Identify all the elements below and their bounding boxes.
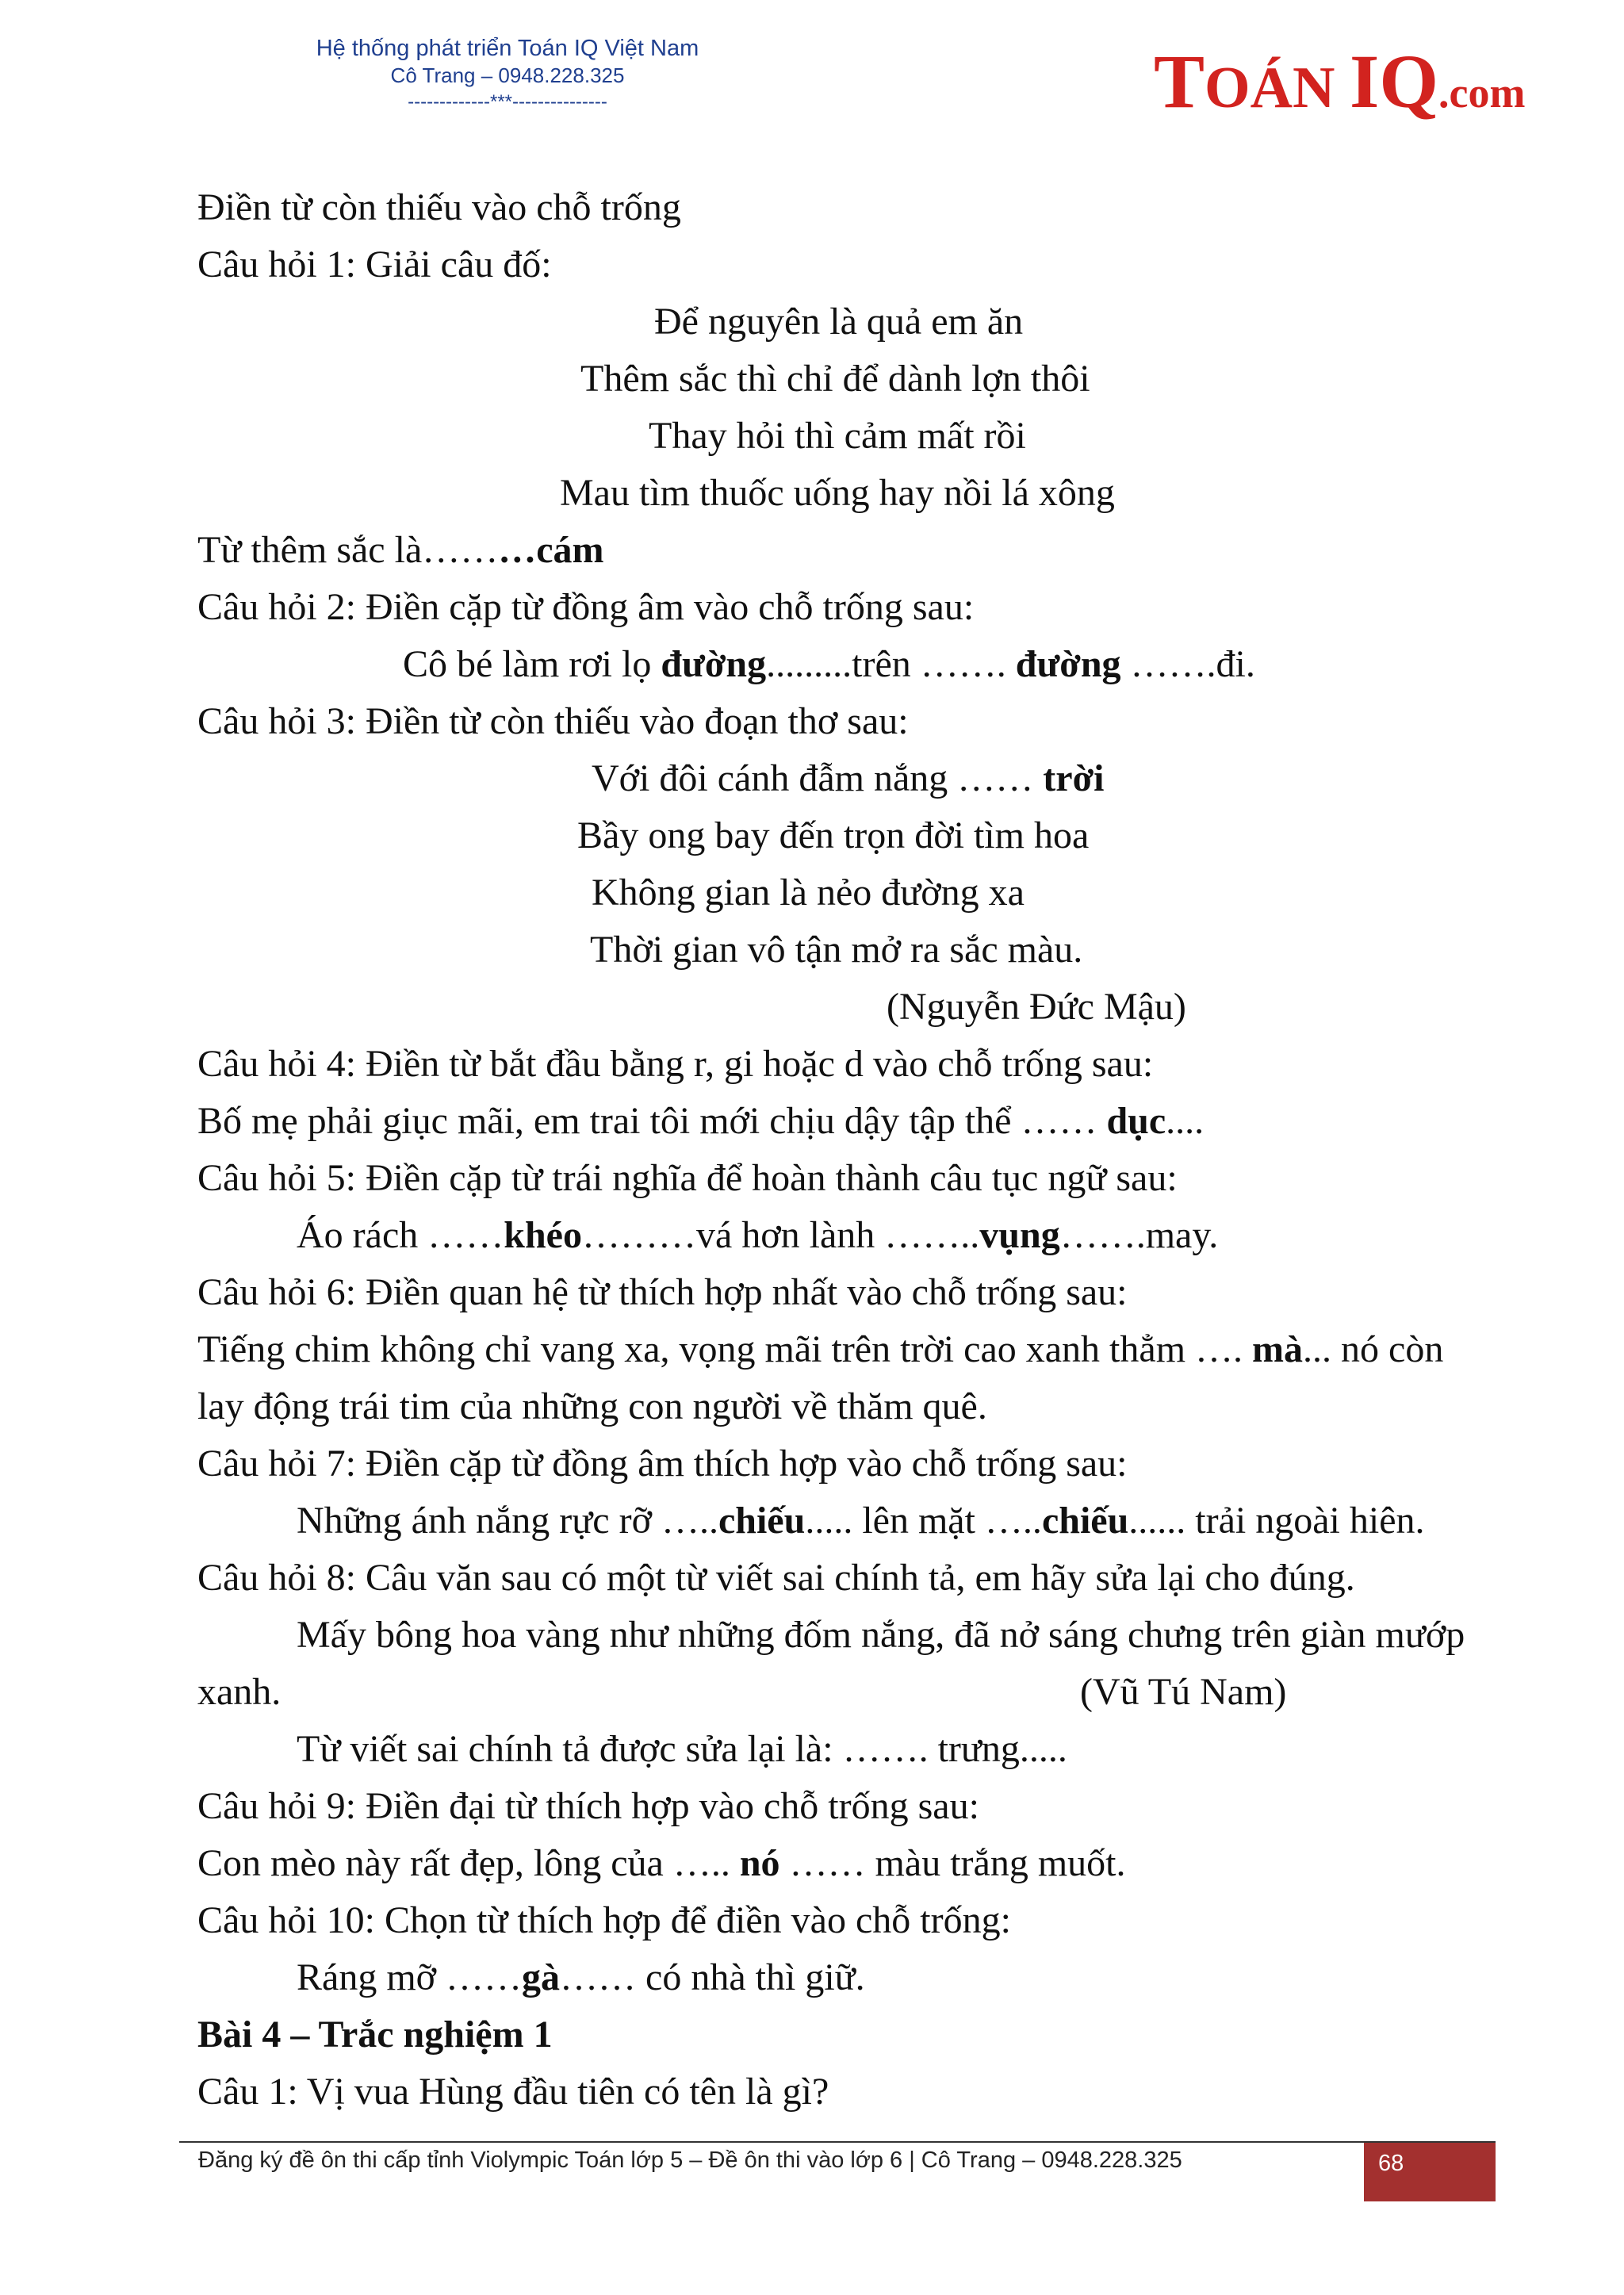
question-10-title: Câu hỏi 10: Chọn từ thích hợp để điền vào chỗ trống:: [197, 1899, 1011, 1941]
section-heading: Bài 4 – Trắc nghiệm 1: [197, 2013, 553, 2056]
logo-part-3: IQ: [1349, 39, 1439, 124]
question-10-proverb: [297, 1954, 865, 2002]
question-1-answer: [197, 527, 604, 574]
answer-word: nó: [739, 1842, 780, 1884]
toaniq-logo: [1154, 39, 1526, 124]
question-8-sentence-line-1: Mấy bông hoa vàng như những đốm nắng, đã nở sáng chưng trên giàn mướp: [297, 1614, 1465, 1656]
text-segment: Ráng mỡ ……: [297, 1956, 523, 1998]
logo-part-4: .com: [1438, 69, 1526, 117]
question-2-title: Câu hỏi 2: Điền cặp từ đồng âm vào chỗ trống sau:: [197, 586, 975, 628]
question-4-title: Câu hỏi 4: Điền từ bắt đầu bằng r, gi hoặc d vào chỗ trống sau:: [197, 1043, 1154, 1085]
question-6-sentence-line-1: [197, 1326, 1443, 1374]
header-info: [262, 35, 753, 116]
text-segment: .........trên …….: [766, 643, 1016, 685]
question-9-title: Câu hỏi 9: Điền đại từ thích hợp vào chỗ trống sau:: [197, 1785, 979, 1827]
question-4-sentence: [197, 1098, 1204, 1145]
question-8-title: Câu hỏi 8: Câu văn sau có một từ viết sai chính tả, em hãy sửa lại cho đúng.: [197, 1557, 1355, 1599]
question-8-answer: Từ viết sai chính tả được sửa lại là: ……. trưng.....: [297, 1728, 1067, 1770]
answer-word: vụng: [979, 1214, 1060, 1256]
answer-word: dục: [1106, 1100, 1166, 1142]
answer-word: …cám: [498, 529, 604, 571]
page-number-box: [1364, 2143, 1496, 2201]
question-7-sentence: [297, 1497, 1425, 1545]
text-segment: Con mèo này rất đẹp, lông của …..: [197, 1842, 740, 1884]
question-6-sentence-line-2: lay động trái tim của những con người về thăm quê.: [197, 1385, 987, 1427]
text-segment: …… có nhà thì giữ.: [560, 1956, 865, 1998]
text-segment: ... nó còn: [1303, 1328, 1444, 1370]
header-org-line: Hệ thống phát triển Toán IQ Việt Nam: [316, 36, 699, 61]
text-segment: …….đi.: [1120, 643, 1255, 685]
text-segment: …… màu trắng muốt.: [779, 1842, 1126, 1884]
question-6-title: Câu hỏi 6: Điền quan hệ từ thích hợp nhất vào chỗ trống sau:: [197, 1271, 1128, 1313]
instruction-heading: Điền từ còn thiếu vào chỗ trống: [197, 186, 681, 228]
answer-word: đường: [661, 643, 767, 685]
text-segment: Những ánh nắng rực rỡ …..: [297, 1500, 718, 1542]
logo-part-1: T: [1154, 39, 1205, 124]
logo-part-2: OÁN: [1205, 56, 1350, 121]
riddle-line-2: Thêm sắc thì chỉ để dành lợn thôi: [580, 358, 1090, 400]
question-5-proverb: [297, 1212, 1218, 1259]
text-segment: Bố mẹ phải giục mãi, em trai tôi mới chịu dậy tập thể ……: [197, 1100, 1107, 1142]
text-segment: …….may.: [1059, 1214, 1219, 1256]
question-8-sentence-line-2: xanh.: [197, 1671, 282, 1713]
riddle-line-3: Thay hỏi thì cảm mất rồi: [649, 415, 1026, 457]
text-segment: ..... lên mặt …..: [805, 1500, 1042, 1542]
answer-word: đường: [1015, 643, 1121, 685]
question-2-sentence: [403, 641, 1255, 688]
answer-word: chiếu: [1041, 1500, 1129, 1542]
answer-word: mà: [1252, 1328, 1304, 1370]
text-segment: Với đôi cánh đẫm nắng ……: [592, 757, 1044, 799]
question-5-title: Câu hỏi 5: Điền cặp từ trái nghĩa để hoàn thành câu tục ngữ sau:: [197, 1157, 1178, 1199]
question-8-author: (Vũ Tú Nam): [1080, 1671, 1287, 1713]
poem-line-4: Thời gian vô tận mở ra sắc màu.: [590, 929, 1083, 971]
text-segment: Áo rách ……: [297, 1214, 504, 1256]
poem-author: (Nguyễn Đức Mậu): [887, 986, 1186, 1028]
poem-line-2: Bầy ong bay đến trọn đời tìm hoa: [577, 814, 1090, 856]
poem-line-1: [592, 755, 1104, 803]
answer-word: khéo: [504, 1214, 582, 1256]
answer-word: gà: [522, 1956, 561, 1998]
footer-text: Đăng ký đề ôn thi cấp tỉnh Violympic Toán lớp 5 – Đề ôn thi vào lớp 6 | Cô Trang – 0948.228.325: [198, 2147, 1182, 2173]
answer-prefix: Từ thêm sắc là……: [197, 529, 499, 571]
page-number: 68: [1378, 2151, 1404, 2176]
answer-word: trời: [1043, 757, 1105, 799]
text-segment: ...... trải ngoài hiên.: [1128, 1500, 1425, 1542]
question-7-title: Câu hỏi 7: Điền cặp từ đồng âm thích hợp vào chỗ trống sau:: [197, 1443, 1128, 1485]
riddle-line-1: Để nguyên là quả em ăn: [654, 301, 1024, 343]
header-separator: -------------***---------------: [408, 91, 607, 113]
quiz-question-1: Câu 1: Vị vua Hùng đầu tiên có tên là gì?: [197, 2071, 829, 2113]
text-segment: Tiếng chim không chỉ vang xa, vọng mãi trên trời cao xanh thẳm ….: [197, 1328, 1253, 1370]
answer-word: chiếu: [718, 1500, 806, 1542]
text-segment: Cô bé làm rơi lọ: [403, 643, 661, 685]
question-1-title: Câu hỏi 1: Giải câu đố:: [197, 243, 552, 285]
footer-divider: [179, 2141, 1496, 2143]
text-segment: ....: [1166, 1100, 1205, 1142]
riddle-line-4: Mau tìm thuốc uống hay nồi lá xông: [560, 472, 1115, 514]
header-teacher-line: Cô Trang – 0948.228.325: [390, 63, 625, 87]
question-3-title: Câu hỏi 3: Điền từ còn thiếu vào đoạn thơ sau:: [197, 700, 909, 742]
text-segment: ………vá hơn lành ……..: [581, 1214, 980, 1256]
question-9-sentence: [197, 1840, 1125, 1887]
poem-line-3: Không gian là nẻo đường xa: [592, 872, 1025, 914]
